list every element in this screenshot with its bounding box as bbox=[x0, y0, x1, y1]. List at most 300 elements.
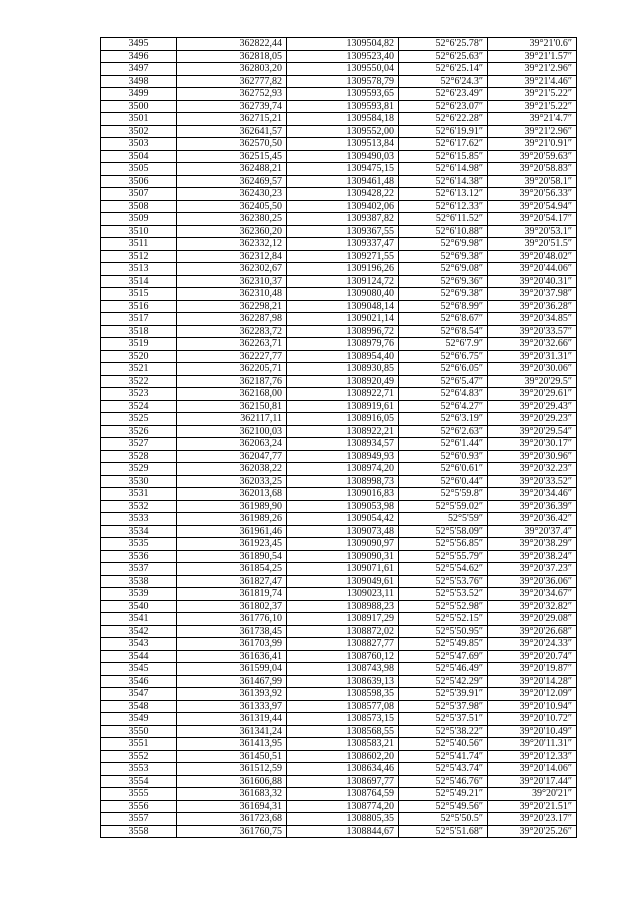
longitude-cell: 39°20'44.06″ bbox=[488, 263, 577, 276]
longitude-cell: 39°20'36.42″ bbox=[488, 513, 577, 526]
table-row bbox=[101, 788, 577, 801]
x-coordinate-cell: 362168,00 bbox=[177, 388, 287, 401]
latitude-cell: 52°6'25.78″ bbox=[399, 38, 488, 51]
table-row bbox=[101, 313, 577, 326]
table-row bbox=[101, 200, 577, 213]
latitude-cell: 52°5'55.79″ bbox=[399, 550, 488, 563]
latitude-cell: 52°5'37.51″ bbox=[399, 713, 488, 726]
longitude-cell: 39°20'59.63″ bbox=[488, 150, 577, 163]
x-coordinate-cell: 362803,20 bbox=[177, 63, 287, 76]
table-row bbox=[101, 750, 577, 763]
point-number-cell: 3522 bbox=[101, 375, 177, 388]
x-coordinate-cell: 361413,95 bbox=[177, 738, 287, 751]
longitude-cell: 39°20'36.28″ bbox=[488, 300, 577, 313]
y-coordinate-cell: 1308568,55 bbox=[287, 725, 399, 738]
longitude-cell: 39°20'30.17″ bbox=[488, 438, 577, 451]
y-coordinate-cell: 1308922,21 bbox=[287, 425, 399, 438]
latitude-cell: 52°5'54.62″ bbox=[399, 563, 488, 576]
table-row bbox=[101, 488, 577, 501]
point-number-cell: 3535 bbox=[101, 538, 177, 551]
longitude-cell: 39°20'29.23″ bbox=[488, 413, 577, 426]
longitude-cell: 39°20'37.4″ bbox=[488, 525, 577, 538]
x-coordinate-cell: 361890,54 bbox=[177, 550, 287, 563]
longitude-cell: 39°20'30.96″ bbox=[488, 450, 577, 463]
point-number-cell: 3500 bbox=[101, 100, 177, 113]
x-coordinate-cell: 362332,12 bbox=[177, 238, 287, 251]
longitude-cell: 39°20'14.06″ bbox=[488, 763, 577, 776]
longitude-cell: 39°20'40.31″ bbox=[488, 275, 577, 288]
table-row bbox=[101, 350, 577, 363]
y-coordinate-cell: 1308577,08 bbox=[287, 700, 399, 713]
point-number-cell: 3507 bbox=[101, 188, 177, 201]
longitude-cell: 39°20'34.67″ bbox=[488, 588, 577, 601]
latitude-cell: 52°6'15.85″ bbox=[399, 150, 488, 163]
point-number-cell: 3545 bbox=[101, 663, 177, 676]
latitude-cell: 52°6'6.75″ bbox=[399, 350, 488, 363]
longitude-cell: 39°20'54.94″ bbox=[488, 200, 577, 213]
y-coordinate-cell: 1308974,20 bbox=[287, 463, 399, 476]
y-coordinate-cell: 1308764,59 bbox=[287, 788, 399, 801]
longitude-cell: 39°20'34.46″ bbox=[488, 488, 577, 501]
latitude-cell: 52°6'12.33″ bbox=[399, 200, 488, 213]
y-coordinate-cell: 1308634,46 bbox=[287, 763, 399, 776]
point-number-cell: 3502 bbox=[101, 125, 177, 138]
x-coordinate-cell: 361776,10 bbox=[177, 613, 287, 626]
table-row bbox=[101, 688, 577, 701]
x-coordinate-cell: 361319,44 bbox=[177, 713, 287, 726]
y-coordinate-cell: 1308805,35 bbox=[287, 813, 399, 826]
latitude-cell: 52°5'52.98″ bbox=[399, 600, 488, 613]
coordinates-table bbox=[100, 37, 577, 838]
longitude-cell: 39°21'2.96″ bbox=[488, 63, 577, 76]
latitude-cell: 52°6'14.38″ bbox=[399, 175, 488, 188]
longitude-cell: 39°20'10.49″ bbox=[488, 725, 577, 738]
y-coordinate-cell: 1309048,14 bbox=[287, 300, 399, 313]
table-row bbox=[101, 175, 577, 188]
y-coordinate-cell: 1308949,93 bbox=[287, 450, 399, 463]
point-number-cell: 3532 bbox=[101, 500, 177, 513]
x-coordinate-cell: 362033,25 bbox=[177, 475, 287, 488]
longitude-cell: 39°20'32.82″ bbox=[488, 600, 577, 613]
table-row bbox=[101, 588, 577, 601]
longitude-cell: 39°20'21.51″ bbox=[488, 800, 577, 813]
point-number-cell: 3530 bbox=[101, 475, 177, 488]
latitude-cell: 52°6'9.98″ bbox=[399, 238, 488, 251]
point-number-cell: 3528 bbox=[101, 450, 177, 463]
latitude-cell: 52°5'40.56″ bbox=[399, 738, 488, 751]
latitude-cell: 52°6'2.63″ bbox=[399, 425, 488, 438]
table-row bbox=[101, 525, 577, 538]
point-number-cell: 3540 bbox=[101, 600, 177, 613]
latitude-cell: 52°6'17.62″ bbox=[399, 138, 488, 151]
table-row bbox=[101, 763, 577, 776]
point-number-cell: 3527 bbox=[101, 438, 177, 451]
x-coordinate-cell: 361738,45 bbox=[177, 625, 287, 638]
latitude-cell: 52°5'52.15″ bbox=[399, 613, 488, 626]
y-coordinate-cell: 1308827,77 bbox=[287, 638, 399, 651]
point-number-cell: 3504 bbox=[101, 150, 177, 163]
longitude-cell: 39°20'53.1″ bbox=[488, 225, 577, 238]
x-coordinate-cell: 361819,74 bbox=[177, 588, 287, 601]
table-row bbox=[101, 388, 577, 401]
longitude-cell: 39°20'34.85″ bbox=[488, 313, 577, 326]
latitude-cell: 52°6'22.28″ bbox=[399, 113, 488, 126]
point-number-cell: 3544 bbox=[101, 650, 177, 663]
x-coordinate-cell: 362739,74 bbox=[177, 100, 287, 113]
y-coordinate-cell: 1308760,12 bbox=[287, 650, 399, 663]
y-coordinate-cell: 1309071,61 bbox=[287, 563, 399, 576]
latitude-cell: 52°5'59.8″ bbox=[399, 488, 488, 501]
coordinates-table-body bbox=[101, 38, 577, 838]
point-number-cell: 3546 bbox=[101, 675, 177, 688]
x-coordinate-cell: 362063,24 bbox=[177, 438, 287, 451]
y-coordinate-cell: 1308930,85 bbox=[287, 363, 399, 376]
table-row bbox=[101, 613, 577, 626]
y-coordinate-cell: 1309513,84 bbox=[287, 138, 399, 151]
longitude-cell: 39°20'14.28″ bbox=[488, 675, 577, 688]
y-coordinate-cell: 1309021,14 bbox=[287, 313, 399, 326]
point-number-cell: 3542 bbox=[101, 625, 177, 638]
table-row bbox=[101, 700, 577, 713]
longitude-cell: 39°21'4.46″ bbox=[488, 75, 577, 88]
y-coordinate-cell: 1309578,79 bbox=[287, 75, 399, 88]
table-row bbox=[101, 263, 577, 276]
latitude-cell: 52°5'42.29″ bbox=[399, 675, 488, 688]
table-row bbox=[101, 650, 577, 663]
point-number-cell: 3552 bbox=[101, 750, 177, 763]
x-coordinate-cell: 361599,04 bbox=[177, 663, 287, 676]
y-coordinate-cell: 1308872,02 bbox=[287, 625, 399, 638]
x-coordinate-cell: 362283,72 bbox=[177, 325, 287, 338]
y-coordinate-cell: 1309053,98 bbox=[287, 500, 399, 513]
latitude-cell: 52°5'49.56″ bbox=[399, 800, 488, 813]
point-number-cell: 3543 bbox=[101, 638, 177, 651]
y-coordinate-cell: 1309124,72 bbox=[287, 275, 399, 288]
latitude-cell: 52°6'23.07″ bbox=[399, 100, 488, 113]
x-coordinate-cell: 362405,50 bbox=[177, 200, 287, 213]
point-number-cell: 3557 bbox=[101, 813, 177, 826]
latitude-cell: 52°6'4.83″ bbox=[399, 388, 488, 401]
table-row bbox=[101, 138, 577, 151]
table-row bbox=[101, 338, 577, 351]
y-coordinate-cell: 1309523,40 bbox=[287, 50, 399, 63]
y-coordinate-cell: 1308917,29 bbox=[287, 613, 399, 626]
latitude-cell: 52°6'9.38″ bbox=[399, 250, 488, 263]
point-number-cell: 3513 bbox=[101, 263, 177, 276]
point-number-cell: 3495 bbox=[101, 38, 177, 51]
x-coordinate-cell: 362117,11 bbox=[177, 413, 287, 426]
table-row bbox=[101, 625, 577, 638]
table-row bbox=[101, 63, 577, 76]
point-number-cell: 3526 bbox=[101, 425, 177, 438]
longitude-cell: 39°20'29.08″ bbox=[488, 613, 577, 626]
x-coordinate-cell: 362430,23 bbox=[177, 188, 287, 201]
point-number-cell: 3539 bbox=[101, 588, 177, 601]
x-coordinate-cell: 361989,90 bbox=[177, 500, 287, 513]
table-row bbox=[101, 188, 577, 201]
table-row bbox=[101, 88, 577, 101]
latitude-cell: 52°6'24.3″ bbox=[399, 75, 488, 88]
latitude-cell: 52°5'49.85″ bbox=[399, 638, 488, 651]
longitude-cell: 39°20'19.87″ bbox=[488, 663, 577, 676]
y-coordinate-cell: 1308919,61 bbox=[287, 400, 399, 413]
table-row bbox=[101, 500, 577, 513]
longitude-cell: 39°20'23.17″ bbox=[488, 813, 577, 826]
x-coordinate-cell: 362380,25 bbox=[177, 213, 287, 226]
table-row bbox=[101, 150, 577, 163]
table-row bbox=[101, 400, 577, 413]
y-coordinate-cell: 1309016,83 bbox=[287, 488, 399, 501]
latitude-cell: 52°5'51.68″ bbox=[399, 825, 488, 838]
longitude-cell: 39°20'36.06″ bbox=[488, 575, 577, 588]
point-number-cell: 3551 bbox=[101, 738, 177, 751]
y-coordinate-cell: 1309461,48 bbox=[287, 175, 399, 188]
y-coordinate-cell: 1308916,05 bbox=[287, 413, 399, 426]
latitude-cell: 52°6'25.63″ bbox=[399, 50, 488, 63]
table-row bbox=[101, 363, 577, 376]
table-row bbox=[101, 325, 577, 338]
point-number-cell: 3550 bbox=[101, 725, 177, 738]
y-coordinate-cell: 1308639,13 bbox=[287, 675, 399, 688]
latitude-cell: 52°5'50.95″ bbox=[399, 625, 488, 638]
latitude-cell: 52°6'0.44″ bbox=[399, 475, 488, 488]
x-coordinate-cell: 362515,45 bbox=[177, 150, 287, 163]
point-number-cell: 3512 bbox=[101, 250, 177, 263]
point-number-cell: 3510 bbox=[101, 225, 177, 238]
longitude-cell: 39°20'32.23″ bbox=[488, 463, 577, 476]
point-number-cell: 3549 bbox=[101, 713, 177, 726]
longitude-cell: 39°20'58.83″ bbox=[488, 163, 577, 176]
longitude-cell: 39°20'38.24″ bbox=[488, 550, 577, 563]
longitude-cell: 39°20'26.68″ bbox=[488, 625, 577, 638]
latitude-cell: 52°6'3.19″ bbox=[399, 413, 488, 426]
y-coordinate-cell: 1309428,22 bbox=[287, 188, 399, 201]
table-row bbox=[101, 288, 577, 301]
point-number-cell: 3525 bbox=[101, 413, 177, 426]
longitude-cell: 39°20'33.52″ bbox=[488, 475, 577, 488]
table-row bbox=[101, 50, 577, 63]
point-number-cell: 3529 bbox=[101, 463, 177, 476]
table-row bbox=[101, 575, 577, 588]
latitude-cell: 52°5'56.85″ bbox=[399, 538, 488, 551]
latitude-cell: 52°6'13.12″ bbox=[399, 188, 488, 201]
latitude-cell: 52°6'5.47″ bbox=[399, 375, 488, 388]
table-row bbox=[101, 38, 577, 51]
point-number-cell: 3509 bbox=[101, 213, 177, 226]
table-row bbox=[101, 550, 577, 563]
x-coordinate-cell: 361694,31 bbox=[177, 800, 287, 813]
latitude-cell: 52°5'38.22″ bbox=[399, 725, 488, 738]
point-number-cell: 3514 bbox=[101, 275, 177, 288]
y-coordinate-cell: 1308920,49 bbox=[287, 375, 399, 388]
point-number-cell: 3558 bbox=[101, 825, 177, 838]
point-number-cell: 3511 bbox=[101, 238, 177, 251]
y-coordinate-cell: 1308988,23 bbox=[287, 600, 399, 613]
x-coordinate-cell: 361802,37 bbox=[177, 600, 287, 613]
y-coordinate-cell: 1309552,00 bbox=[287, 125, 399, 138]
x-coordinate-cell: 362263,71 bbox=[177, 338, 287, 351]
y-coordinate-cell: 1309402,06 bbox=[287, 200, 399, 213]
longitude-cell: 39°20'17.44″ bbox=[488, 775, 577, 788]
longitude-cell: 39°20'31.31″ bbox=[488, 350, 577, 363]
point-number-cell: 3556 bbox=[101, 800, 177, 813]
y-coordinate-cell: 1309337,47 bbox=[287, 238, 399, 251]
x-coordinate-cell: 361636,41 bbox=[177, 650, 287, 663]
latitude-cell: 52°6'14.98″ bbox=[399, 163, 488, 176]
table-row bbox=[101, 438, 577, 451]
latitude-cell: 52°6'9.36″ bbox=[399, 275, 488, 288]
table-row bbox=[101, 513, 577, 526]
latitude-cell: 52°5'53.76″ bbox=[399, 575, 488, 588]
point-number-cell: 3537 bbox=[101, 563, 177, 576]
y-coordinate-cell: 1308922,71 bbox=[287, 388, 399, 401]
point-number-cell: 3506 bbox=[101, 175, 177, 188]
x-coordinate-cell: 362013,68 bbox=[177, 488, 287, 501]
latitude-cell: 52°6'9.38″ bbox=[399, 288, 488, 301]
x-coordinate-cell: 361923,45 bbox=[177, 538, 287, 551]
latitude-cell: 52°5'37.98″ bbox=[399, 700, 488, 713]
latitude-cell: 52°5'58.09″ bbox=[399, 525, 488, 538]
x-coordinate-cell: 362822,44 bbox=[177, 38, 287, 51]
point-number-cell: 3534 bbox=[101, 525, 177, 538]
y-coordinate-cell: 1309080,40 bbox=[287, 288, 399, 301]
x-coordinate-cell: 362100,03 bbox=[177, 425, 287, 438]
x-coordinate-cell: 362641,57 bbox=[177, 125, 287, 138]
x-coordinate-cell: 362038,22 bbox=[177, 463, 287, 476]
longitude-cell: 39°20'29.54″ bbox=[488, 425, 577, 438]
longitude-cell: 39°20'36.39″ bbox=[488, 500, 577, 513]
longitude-cell: 39°21'4.7″ bbox=[488, 113, 577, 126]
latitude-cell: 52°5'43.74″ bbox=[399, 763, 488, 776]
y-coordinate-cell: 1309054,42 bbox=[287, 513, 399, 526]
point-number-cell: 3516 bbox=[101, 300, 177, 313]
y-coordinate-cell: 1309090,97 bbox=[287, 538, 399, 551]
point-number-cell: 3501 bbox=[101, 113, 177, 126]
table-row bbox=[101, 738, 577, 751]
longitude-cell: 39°20'30.06″ bbox=[488, 363, 577, 376]
x-coordinate-cell: 361683,32 bbox=[177, 788, 287, 801]
latitude-cell: 52°5'47.69″ bbox=[399, 650, 488, 663]
longitude-cell: 39°20'10.94″ bbox=[488, 700, 577, 713]
latitude-cell: 52°6'6.05″ bbox=[399, 363, 488, 376]
table-row bbox=[101, 375, 577, 388]
x-coordinate-cell: 361333,97 bbox=[177, 700, 287, 713]
latitude-cell: 52°6'8.67″ bbox=[399, 313, 488, 326]
table-row bbox=[101, 825, 577, 838]
y-coordinate-cell: 1309049,61 bbox=[287, 575, 399, 588]
table-row bbox=[101, 638, 577, 651]
table-row bbox=[101, 238, 577, 251]
longitude-cell: 39°20'24.33″ bbox=[488, 638, 577, 651]
y-coordinate-cell: 1309387,82 bbox=[287, 213, 399, 226]
latitude-cell: 52°5'59″ bbox=[399, 513, 488, 526]
x-coordinate-cell: 361989,26 bbox=[177, 513, 287, 526]
point-number-cell: 3508 bbox=[101, 200, 177, 213]
longitude-cell: 39°20'20.74″ bbox=[488, 650, 577, 663]
x-coordinate-cell: 362302,67 bbox=[177, 263, 287, 276]
longitude-cell: 39°20'38.29″ bbox=[488, 538, 577, 551]
point-number-cell: 3536 bbox=[101, 550, 177, 563]
table-row bbox=[101, 713, 577, 726]
y-coordinate-cell: 1309504,82 bbox=[287, 38, 399, 51]
x-coordinate-cell: 362818,05 bbox=[177, 50, 287, 63]
y-coordinate-cell: 1308697,77 bbox=[287, 775, 399, 788]
latitude-cell: 52°5'46.49″ bbox=[399, 663, 488, 676]
point-number-cell: 3521 bbox=[101, 363, 177, 376]
y-coordinate-cell: 1308598,35 bbox=[287, 688, 399, 701]
latitude-cell: 52°6'9.08″ bbox=[399, 263, 488, 276]
x-coordinate-cell: 361467,99 bbox=[177, 675, 287, 688]
latitude-cell: 52°5'39.91″ bbox=[399, 688, 488, 701]
point-number-cell: 3523 bbox=[101, 388, 177, 401]
point-number-cell: 3533 bbox=[101, 513, 177, 526]
point-number-cell: 3520 bbox=[101, 350, 177, 363]
x-coordinate-cell: 362310,37 bbox=[177, 275, 287, 288]
longitude-cell: 39°20'29.43″ bbox=[488, 400, 577, 413]
x-coordinate-cell: 361961,46 bbox=[177, 525, 287, 538]
longitude-cell: 39°20'58.1″ bbox=[488, 175, 577, 188]
x-coordinate-cell: 362205,71 bbox=[177, 363, 287, 376]
y-coordinate-cell: 1308998,73 bbox=[287, 475, 399, 488]
x-coordinate-cell: 361760,75 bbox=[177, 825, 287, 838]
table-row bbox=[101, 475, 577, 488]
latitude-cell: 52°6'0.61″ bbox=[399, 463, 488, 476]
table-row bbox=[101, 225, 577, 238]
longitude-cell: 39°20'21″ bbox=[488, 788, 577, 801]
table-row bbox=[101, 213, 577, 226]
y-coordinate-cell: 1309367,55 bbox=[287, 225, 399, 238]
x-coordinate-cell: 362488,21 bbox=[177, 163, 287, 176]
longitude-cell: 39°21'2.96″ bbox=[488, 125, 577, 138]
y-coordinate-cell: 1308583,21 bbox=[287, 738, 399, 751]
longitude-cell: 39°20'12.33″ bbox=[488, 750, 577, 763]
latitude-cell: 52°5'59.02″ bbox=[399, 500, 488, 513]
latitude-cell: 52°6'25.14″ bbox=[399, 63, 488, 76]
x-coordinate-cell: 362047,77 bbox=[177, 450, 287, 463]
longitude-cell: 39°20'10.72″ bbox=[488, 713, 577, 726]
table-row bbox=[101, 675, 577, 688]
x-coordinate-cell: 362777,82 bbox=[177, 75, 287, 88]
point-number-cell: 3517 bbox=[101, 313, 177, 326]
point-number-cell: 3515 bbox=[101, 288, 177, 301]
y-coordinate-cell: 1308573,15 bbox=[287, 713, 399, 726]
x-coordinate-cell: 361854,25 bbox=[177, 563, 287, 576]
x-coordinate-cell: 362312,84 bbox=[177, 250, 287, 263]
longitude-cell: 39°20'48.02″ bbox=[488, 250, 577, 263]
longitude-cell: 39°20'37.98″ bbox=[488, 288, 577, 301]
x-coordinate-cell: 361512,59 bbox=[177, 763, 287, 776]
longitude-cell: 39°21'5.22″ bbox=[488, 100, 577, 113]
latitude-cell: 52°5'49.21″ bbox=[399, 788, 488, 801]
x-coordinate-cell: 361341,24 bbox=[177, 725, 287, 738]
latitude-cell: 52°6'23.49″ bbox=[399, 88, 488, 101]
point-number-cell: 3497 bbox=[101, 63, 177, 76]
table-row bbox=[101, 163, 577, 176]
longitude-cell: 39°20'29.5″ bbox=[488, 375, 577, 388]
point-number-cell: 3555 bbox=[101, 788, 177, 801]
point-number-cell: 3503 bbox=[101, 138, 177, 151]
table-row bbox=[101, 250, 577, 263]
point-number-cell: 3531 bbox=[101, 488, 177, 501]
y-coordinate-cell: 1309593,65 bbox=[287, 88, 399, 101]
latitude-cell: 52°6'4.27″ bbox=[399, 400, 488, 413]
table-row bbox=[101, 75, 577, 88]
longitude-cell: 39°20'11.31″ bbox=[488, 738, 577, 751]
longitude-cell: 39°21'0.6″ bbox=[488, 38, 577, 51]
y-coordinate-cell: 1309271,55 bbox=[287, 250, 399, 263]
longitude-cell: 39°20'54.17″ bbox=[488, 213, 577, 226]
latitude-cell: 52°5'41.74″ bbox=[399, 750, 488, 763]
